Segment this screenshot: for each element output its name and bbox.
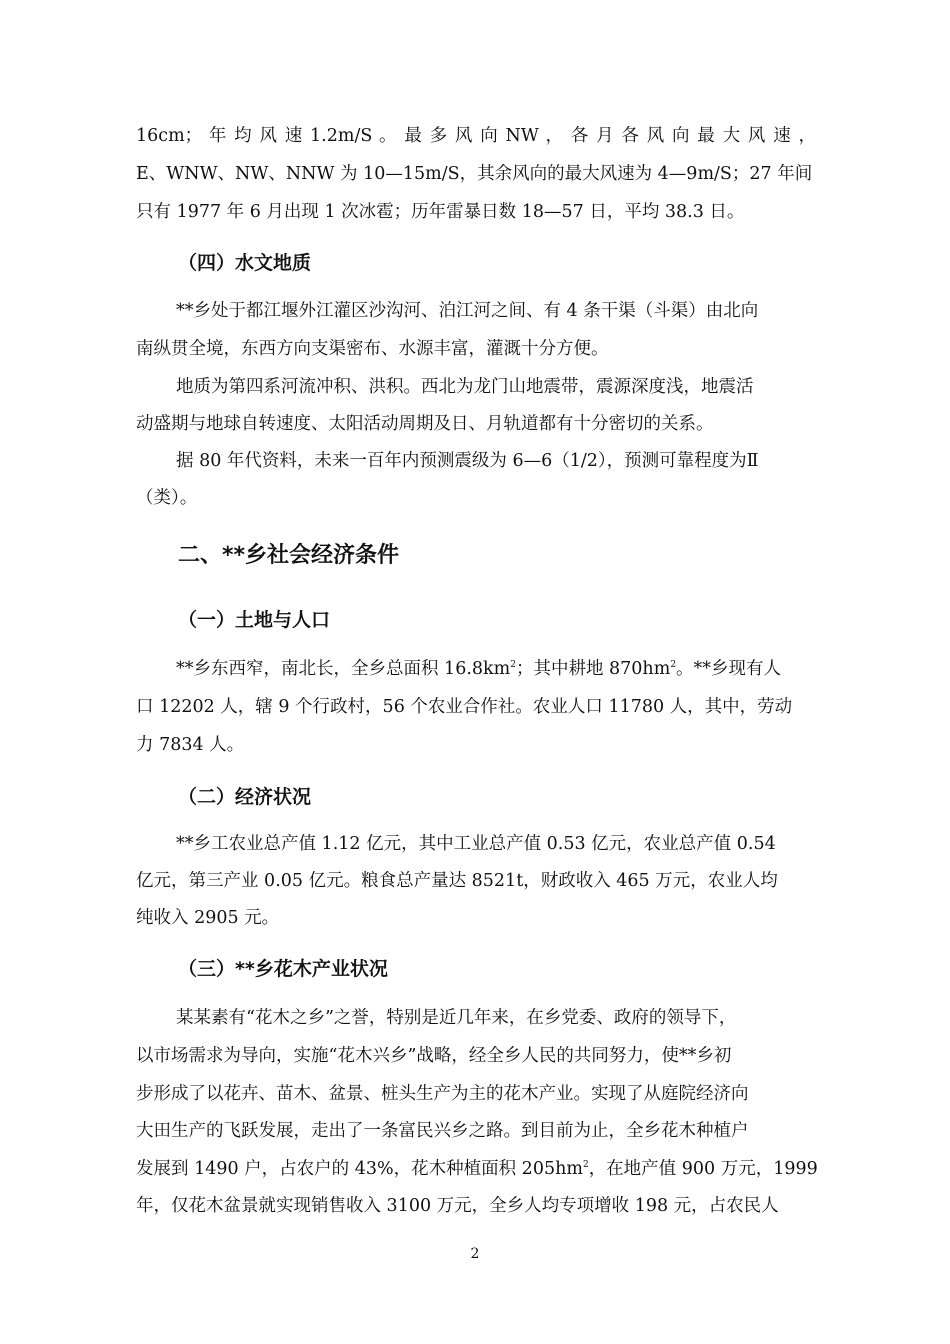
text-line: 大田生产的飞跃发展，走出了一条富民兴乡之路。到目前为止，全乡花木种植户	[136, 1121, 749, 1141]
text-line: E、WNW、NW、NNW 为 10—15m/S，其余风向的最大风速为 4—9m/S；27 年间	[136, 164, 813, 184]
page-number: 2	[470, 1246, 480, 1262]
text-line: 只有 1977 年 6 月出现 1 次冰雹；历年雷暴日数 18—57 日，平均 38.3 日。	[136, 202, 745, 222]
text-line: 16cm； 年 均 风 速 1.2m/S 。 最 多 风 向 NW ， 各 月 各 风 向 最 大 风 速 ，	[136, 126, 816, 146]
section-heading-economy: （二）经济状况	[178, 786, 312, 808]
section-heading-hydrogeology: （四）水文地质	[178, 252, 312, 274]
text-line: **乡处于都江堰外江灌区沙沟河、泊江河之间、有 4 条干渠（斗渠）由北向	[176, 301, 759, 321]
text-line: 动盛期与地球自转速度、太阳活动周期及日、月轨道都有十分密切的关系。	[136, 414, 714, 434]
text-line: 地质为第四系河流冲积、洪积。西北为龙门山地震带，震源深度浅，地震活	[176, 377, 754, 397]
text-line: **乡工农业总产值 1.12 亿元，其中工业总产值 0.53 亿元，农业总产值 0.54	[176, 834, 776, 854]
text-line: 力 7834 人。	[136, 735, 245, 755]
section-heading-land: （一）土地与人口	[178, 609, 331, 631]
text-line: 亿元，第三产业 0.05 亿元。粮食总产量达 8521t，财政收入 465 万元，农业人均	[136, 871, 778, 891]
section-heading-flower-industry: （三）**乡花木产业状况	[178, 958, 388, 980]
text-line: 发展到 1490 户，占农户的 43%，花木种植面积 $205hm^2$，在地产值 900 万元，1999	[136, 1159, 818, 1179]
chapter-heading: 二、**乡社会经济条件	[178, 543, 400, 568]
text-line: 据 80 年代资料，未来一百年内预测震级为 6—6（1/2），预测可靠程度为Ⅱ	[176, 451, 759, 471]
text-line: 年，仅花木盆景就实现销售收入 3100 万元，全乡人均专项增收 198 元，占农民人	[136, 1196, 779, 1216]
text-line: 某某素有“花木之乡”之誉，特别是近几年来，在乡党委、政府的领导下，	[176, 1008, 737, 1028]
text-line: （类）。	[136, 488, 198, 508]
text-line: 步形成了以花卉、苗木、盆景、桩头生产为主的花木产业。实现了从庭院经济向	[136, 1084, 749, 1104]
text-line: 南纵贯全境，东西方向支渠密布、水源丰富，灌溉十分方便。	[136, 339, 609, 359]
text-line: 以市场需求为导向，实施“花木兴乡”战略，经全乡人民的共同努力，使**乡初	[136, 1046, 732, 1066]
text-line: **乡东西窄，南北长，全乡总面积 $16.8km^2$；其中耕地 $870hm^2$。**乡现有人	[176, 659, 782, 679]
text-line: 口 12202 人，辖 9 个行政村，56 个农业合作社。农业人口 11780 人，其中，劳动	[136, 697, 793, 717]
text-line: 纯收入 2905 元。	[136, 908, 280, 928]
